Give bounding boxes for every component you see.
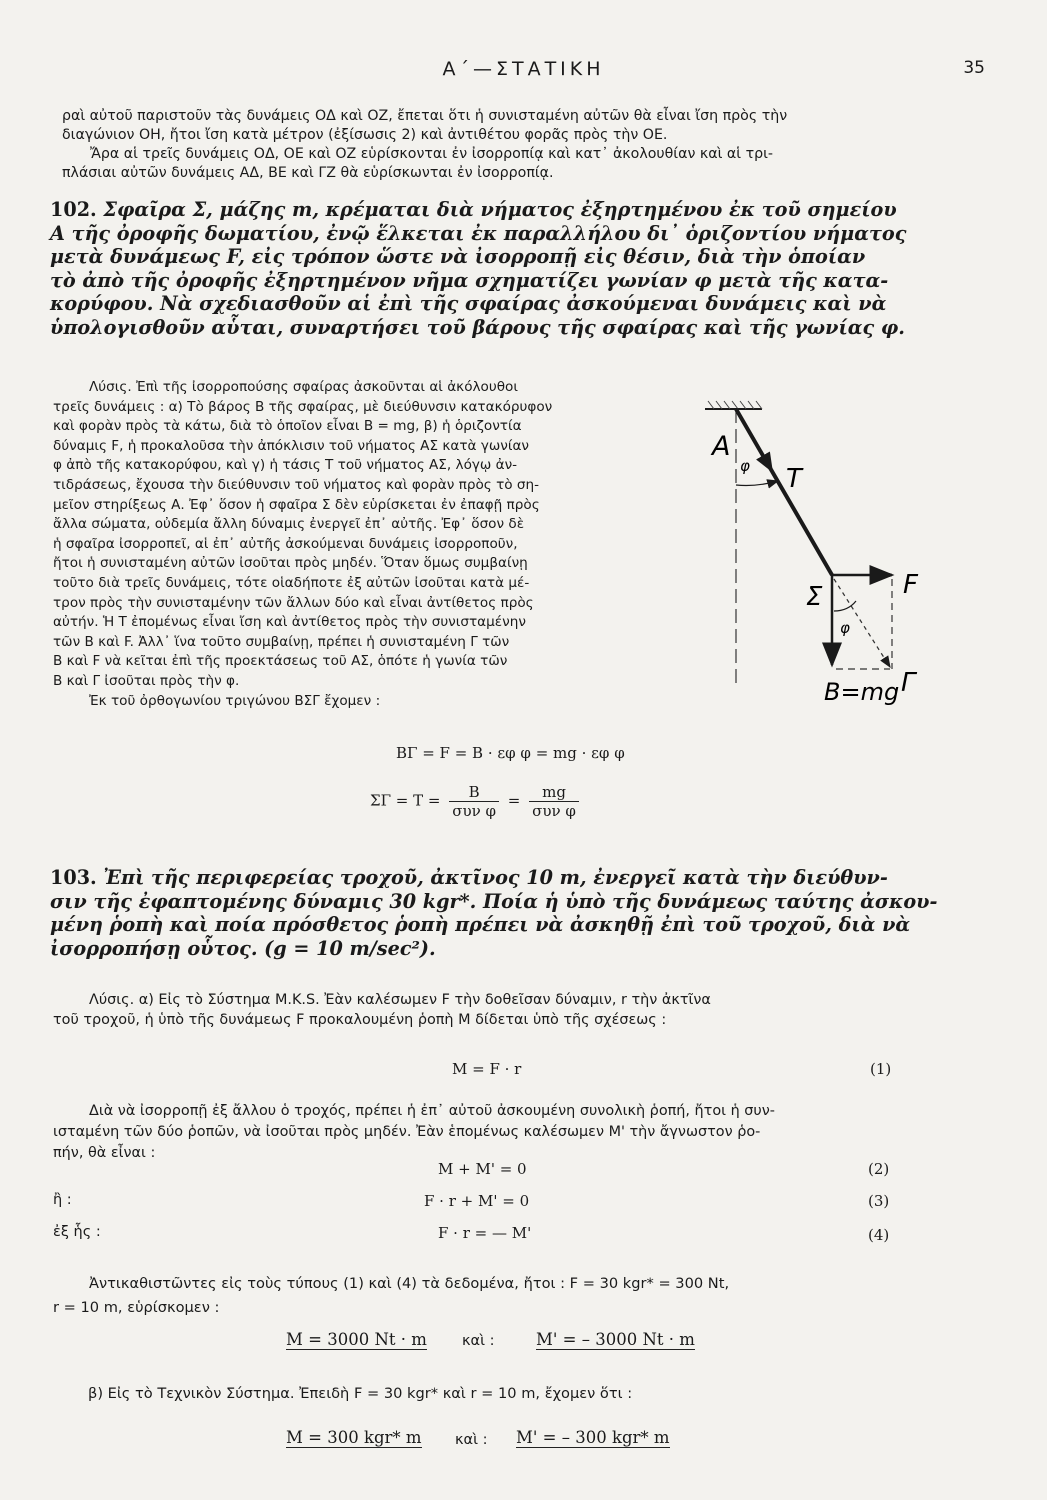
text-line: τιδράσεως, ἔχουσα τὴν διεύθυνσιν τοῦ νήματος καὶ φορὰν πρὸς τὸ ση- bbox=[53, 476, 540, 493]
denominator: συν φ bbox=[532, 802, 576, 820]
result-M-prime-mks: M' = – 3000 Nt · m bbox=[536, 1330, 695, 1349]
text-line: Ἄρα αἱ τρεῖς δυνάμεις ΟΔ, ΟΕ καὶ ΟΖ εὑρίσκονται ἐν ἰσορροπίᾳ καὶ κατ᾽ ἀκολουθίαν καὶ αἱ τρι- bbox=[90, 146, 774, 162]
eq-lhs: ΣΓ = Τ = bbox=[370, 791, 441, 810]
text-line: Ἐπὶ τῆς περιφερείας τροχοῦ, ἀκτῖνος 10 m, ἐνεργεῖ κατὰ τὴν διεύθυν- bbox=[103, 866, 888, 889]
equation-number: (3) bbox=[868, 1192, 890, 1210]
kai-label: καὶ : bbox=[462, 1333, 495, 1349]
problem-103-solution-b bbox=[53, 1101, 983, 1164]
label-phi-top: φ bbox=[740, 457, 750, 475]
ceiling bbox=[705, 401, 762, 409]
text-line: Ἀντικαθιστῶντες εἰς τοὺς τύπους (1) καὶ (4) τὰ δεδομένα, ἤτοι : F = 30 kgr* = 300 Nt, bbox=[89, 1275, 730, 1292]
label-Sigma: Σ bbox=[806, 582, 823, 612]
numerator: Β bbox=[449, 783, 499, 802]
text-line: Λύσις. α) Εἰς τὸ Σύστημα M.K.S. Ἐὰν καλέσωμεν F τὴν δοθεῖσαν δύναμιν, r τὴν ἀκτῖνα bbox=[89, 992, 711, 1008]
text-line: πήν, θὰ εἶναι : bbox=[53, 1145, 156, 1161]
equation-sg bbox=[370, 783, 583, 820]
text-line: αὐτήν. Ἡ Τ ἐπομένως εἶναι ἴση καὶ ἀντίθετος πρὸς τὴν συνισταμένην bbox=[53, 614, 526, 631]
label-Gamma: Γ bbox=[901, 668, 916, 698]
text-line: ὑπολογισθοῦν αὗται, συναρτήσει τοῦ βάρους τῆς σφαίρας καὶ τῆς γωνίας φ. bbox=[50, 315, 905, 339]
problem-103-solution-a bbox=[53, 990, 983, 1030]
text-line: ισταμένη τῶν δύο ῥοπῶν, νὰ ἰσοῦται πρὸς μηδέν. Ἐὰν ἑπομένως καλέσωμεν Μ' τὴν ἄγνωστον ῥο- bbox=[53, 1124, 761, 1140]
text-line: δύναμις F, ἡ προκαλοῦσα τὴν ἀπόκλισιν τοῦ νήματος ΑΣ κατὰ γωνίαν bbox=[53, 437, 530, 454]
text-line: Β καὶ Γ ἰσοῦται πρὸς τὴν φ. bbox=[53, 672, 240, 689]
eq-sign: = bbox=[507, 791, 521, 810]
text-line: διαγώνιον ΟΗ, ἤτοι ἴση κατὰ μέτρον (ἐξίσωσις 2) καὶ ἀντιθέτου φορᾶς πρὸς τὴν ΟΕ. bbox=[62, 127, 668, 143]
text-line: Ἐκ τοῦ ὀρθογωνίου τριγώνου ΒΣΓ ἔχομεν : bbox=[89, 692, 381, 709]
text-line: Α τῆς ὀροφῆς δωματίου, ἐνῷ ἕλκεται ἐκ παραλλήλου δι᾽ ὁριζοντίου νήματος bbox=[50, 221, 907, 245]
equation-bg: ΒΓ = F = Β · εφ φ = mg · εφ φ bbox=[396, 744, 625, 762]
denominator: συν φ bbox=[452, 802, 496, 820]
force-diagram bbox=[700, 397, 940, 742]
eq-prefix: ἐξ ἧς : bbox=[53, 1224, 101, 1240]
problem-102-solution bbox=[53, 378, 703, 711]
result-M-prime-tech: M' = – 300 kgr* m bbox=[516, 1428, 670, 1447]
technical-system-line: β) Εἰς τὸ Τεχνικὸν Σύστημα. Ἐπειδὴ F = 30 kgr* καὶ r = 10 m, ἔχομεν ὅτι : bbox=[88, 1385, 633, 1402]
text-line: Διὰ νὰ ἰσορροπῇ ἐξ ἄλλου ὁ τροχός, πρέπει ἡ ἐπ᾽ αὐτοῦ ἀσκουμένη συνολικὴ ῥοπή, ἤτοι ἡ συν- bbox=[89, 1103, 775, 1119]
numerator: mg bbox=[529, 783, 579, 802]
label-F: F bbox=[903, 570, 918, 600]
text-line: μετὰ δυνάμεως F, εἰς τρόπον ὥστε νὰ ἰσορροπῇ εἰς θέσιν, διὰ τὴν ὁποίαν bbox=[50, 245, 866, 268]
label-T: T bbox=[786, 464, 802, 494]
text-line: Λύσις. Ἐπὶ τῆς ἰσορροπούσης σφαίρας ἀσκοῦνται αἱ ἀκόλουθοι bbox=[89, 379, 518, 395]
problem-102-statement bbox=[50, 198, 970, 339]
text-line: μένη ῥοπὴ καὶ ποία πρόσθετος ῥοπὴ πρέπει νὰ ἀσκηθῇ ἐπὶ τοῦ τροχοῦ, διὰ νὰ bbox=[50, 913, 911, 936]
equation-2: M + M' = 0 bbox=[438, 1160, 527, 1178]
text-line: τὸ ἀπὸ τῆς ὀροφῆς ἐξηρτημένον νῆμα σχηματίζει γωνίαν φ μετὰ τῆς κατα- bbox=[50, 268, 889, 292]
text-line: ἤτοι ἡ συνισταμένη αὐτῶν ἰσοῦται πρὸς μηδέν. Ὅταν ὅμως συμβαίνῃ bbox=[53, 555, 528, 572]
text-line: τρον πρὸς τὴν συνισταμένην τῶν ἄλλων δύο καὶ εἶναι ἀντίθετος πρὸς bbox=[53, 594, 534, 611]
eq-prefix: ἢ : bbox=[53, 1192, 72, 1208]
text-line: r = 10 m, εὑρίσκομεν : bbox=[53, 1299, 220, 1316]
text-line: πλάσιαι αὐτῶν δυνάμεις ΑΔ, ΒΕ καὶ ΓΖ θὰ εὑρίσκωνται ἐν ἰσορροπίᾳ. bbox=[62, 165, 554, 181]
equation-number: (4) bbox=[868, 1226, 890, 1244]
text-line: τοῦτο διὰ τρεῖς δυνάμεις, τότε οἱαδήποτε ἐξ αὐτῶν ἰσοῦται κατὰ μέ- bbox=[53, 574, 530, 591]
text-line: ἰσορροπήσῃ οὗτος. (g = 10 m/sec²). bbox=[50, 936, 436, 960]
text-line: καὶ φορὰν πρὸς τὰ κάτω, διὰ τὸ ὁποῖον εἶναι Β = mg, β) ἡ ὁριζοντία bbox=[53, 418, 522, 435]
running-header: Α΄—ΣΤΑΤΙΚΗ bbox=[442, 58, 605, 80]
text-line: ἡ σφαῖρα ἰσορροπεῖ, αἱ ἐπ᾽ αὐτῆς ἀσκούμεναι δυνάμεις ἰσορροποῦν, bbox=[53, 535, 518, 552]
text-line: κορύφου. Νὰ σχεδιασθοῦν αἱ ἐπὶ τῆς σφαίρας ἀσκούμεναι δυνάμεις καὶ νὰ bbox=[50, 292, 887, 315]
text-line: ραὶ αὐτοῦ παριστοῦν τὰς δυνάμεις ΟΔ καὶ ΟΖ, ἔπεται ὅτι ἡ συνισταμένη αὐτῶν θὰ εἶναι ἴση πρὸς τὴν bbox=[62, 108, 788, 124]
result-M-mks: M = 3000 Nt · m bbox=[286, 1330, 427, 1349]
fraction bbox=[449, 783, 499, 820]
problem-103-statement bbox=[50, 866, 970, 960]
angle-arc-top bbox=[736, 481, 778, 486]
label-A: A bbox=[712, 431, 731, 462]
text-line: Β καὶ F νὰ κεῖται ἐπὶ τῆς προεκτάσεως τοῦ ΑΣ, ὁπότε ἡ γωνία τῶν bbox=[53, 653, 508, 670]
equation-1: M = F · r bbox=[452, 1060, 522, 1078]
force-diagram-svg bbox=[700, 397, 940, 742]
page-number: 35 bbox=[963, 58, 985, 78]
problem-103-substitution bbox=[53, 1272, 993, 1320]
problem-number: 103. bbox=[50, 866, 97, 889]
text-line: τῶν Β καὶ F. Ἀλλ᾽ ἵνα τοῦτο συμβαίνῃ, πρέπει ἡ συνισταμένη Γ τῶν bbox=[53, 633, 510, 650]
result-M-tech: M = 300 kgr* m bbox=[286, 1428, 422, 1447]
text-line: ἄλλα σώματα, οὐδεμία ἄλλη δύναμις ἐνεργεῖ ἐπ᾽ αὐτῆς. Ἐφ᾽ ὅσον δὲ bbox=[53, 516, 525, 533]
equation-number: (2) bbox=[868, 1160, 890, 1178]
equation-3: F · r + M' = 0 bbox=[424, 1192, 530, 1210]
text-line: Σφαῖρα Σ, μάζης m, κρέμαται διὰ νήματος ἐξηρτημένου ἐκ τοῦ σημείου bbox=[103, 198, 897, 221]
fraction bbox=[529, 783, 579, 820]
text-line: μεῖον στηρίξεως Α. Ἐφ᾽ ὅσον ἡ σφαῖρα Σ δὲν εὑρίσκεται ἐν ἐπαφῇ πρὸς bbox=[53, 496, 540, 513]
equation-number: (1) bbox=[870, 1060, 892, 1078]
problem-number: 102. bbox=[50, 198, 97, 221]
label-phi-bottom: φ bbox=[840, 619, 850, 637]
intro-paragraph bbox=[62, 107, 986, 183]
text-line: φ ἀπὸ τῆς κατακορύφου, καὶ γ) ἡ τάσις Τ τοῦ νήματος ΑΣ, λόγῳ ἀν- bbox=[53, 457, 518, 474]
equation-4: F · r = — M' bbox=[438, 1224, 532, 1242]
kai-label: καὶ : bbox=[455, 1432, 488, 1448]
label-B-mg: B=mg bbox=[824, 678, 900, 706]
text-line: τοῦ τροχοῦ, ἡ ὑπὸ τῆς δυνάμεως F προκαλουμένη ῥοπὴ Μ δίδεται ὑπὸ τῆς σχέσεως : bbox=[53, 1012, 667, 1028]
text-line: σιν τῆς ἐφαπτομένης δύναμις 30 kgr*. Ποία ἡ ὑπὸ τῆς δυνάμεως ταύτης ἀσκου- bbox=[50, 889, 938, 913]
text-line: τρεῖς δυνάμεις : α) Τὸ βάρος Β τῆς σφαίρας, μὲ διεύθυνσιν κατακόρυφον bbox=[53, 398, 553, 415]
